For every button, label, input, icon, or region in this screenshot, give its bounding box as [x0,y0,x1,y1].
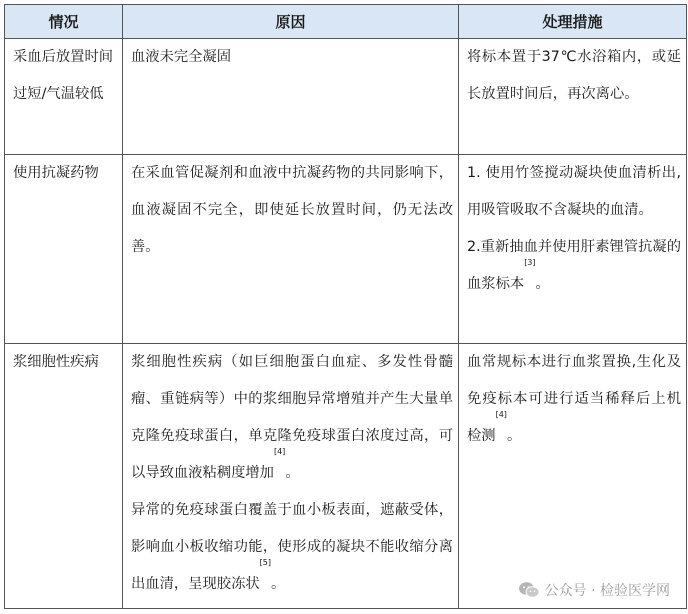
period: 。 [285,465,300,481]
situation-text: 浆细胞性疾病 [13,354,99,370]
situation-text: 使用抗凝药物 [13,165,99,181]
table-header-row [5,5,687,39]
situation-cell [5,39,123,155]
cause-cell [123,344,459,609]
citation-ref: [5] [259,558,272,567]
table-row [5,155,687,344]
situation-cell [5,155,123,344]
causes-table [4,4,687,609]
situation-cell [5,344,123,609]
cause-paragraph-1 [131,344,453,492]
cause-cell [123,155,459,344]
cause-cell [123,39,459,155]
watermark-text: 公众号 · 检验医学网 [544,583,670,599]
measure-cell [459,344,687,609]
measure-text: 将标本置于37℃水浴箱内，或延长放置时间后，再次离心。 [467,49,681,102]
cause-paragraph-2 [131,492,453,603]
measure-step-1: 1. 使用竹签搅动凝块使血清析出,用吸管吸取不含凝块的血清。 [467,165,681,218]
header-cause: 原因 [123,5,459,39]
table-row [5,344,687,609]
wechat-icon [518,581,540,599]
cause-text-b: 异常的免疫球蛋白覆盖于血小板表面，遮蔽受体，影响血小板收缩功能，使形成的凝块不能收缩分离出血清，呈现胶冻状 [131,502,453,592]
measure-cell [459,39,687,155]
measure-step-2-text: 2.重新抽血并使用肝素锂管抗凝的血浆标本 [467,239,681,292]
measure-text: 血常规标本进行血浆置换,生化及免疫标本可进行适当稀释后上机检测 [467,354,681,444]
period: 。 [271,576,286,592]
situation-text: 采血后放置时间过短/气温较低 [13,49,114,102]
cause-text-a: 浆细胞性疾病（如巨细胞蛋白血症、多发性骨髓瘤、重链病等）中的浆细胞异常增殖并产生大量单克隆免疫球蛋白，单克隆免疫球蛋白浓度过高，可以导致血液粘稠度增加 [131,354,453,481]
citation-ref: [3] [524,258,536,267]
watermark [518,580,670,600]
table-row [5,39,687,155]
measure-cell [459,155,687,344]
period: 。 [506,428,522,444]
header-situation: 情况 [5,5,123,39]
period: 。 [535,276,550,292]
cause-text: 血液未完全凝固 [131,49,232,65]
citation-ref: [4] [273,447,286,456]
cause-text: 在采血管促凝剂和血液中抗凝药物的共同影响下，血液凝固不完全，即使延长放置时间，仍无法改善。 [131,165,453,255]
citation-ref: [4] [495,410,507,419]
measure-step-2 [467,229,681,303]
header-measure: 处理措施 [459,5,687,39]
